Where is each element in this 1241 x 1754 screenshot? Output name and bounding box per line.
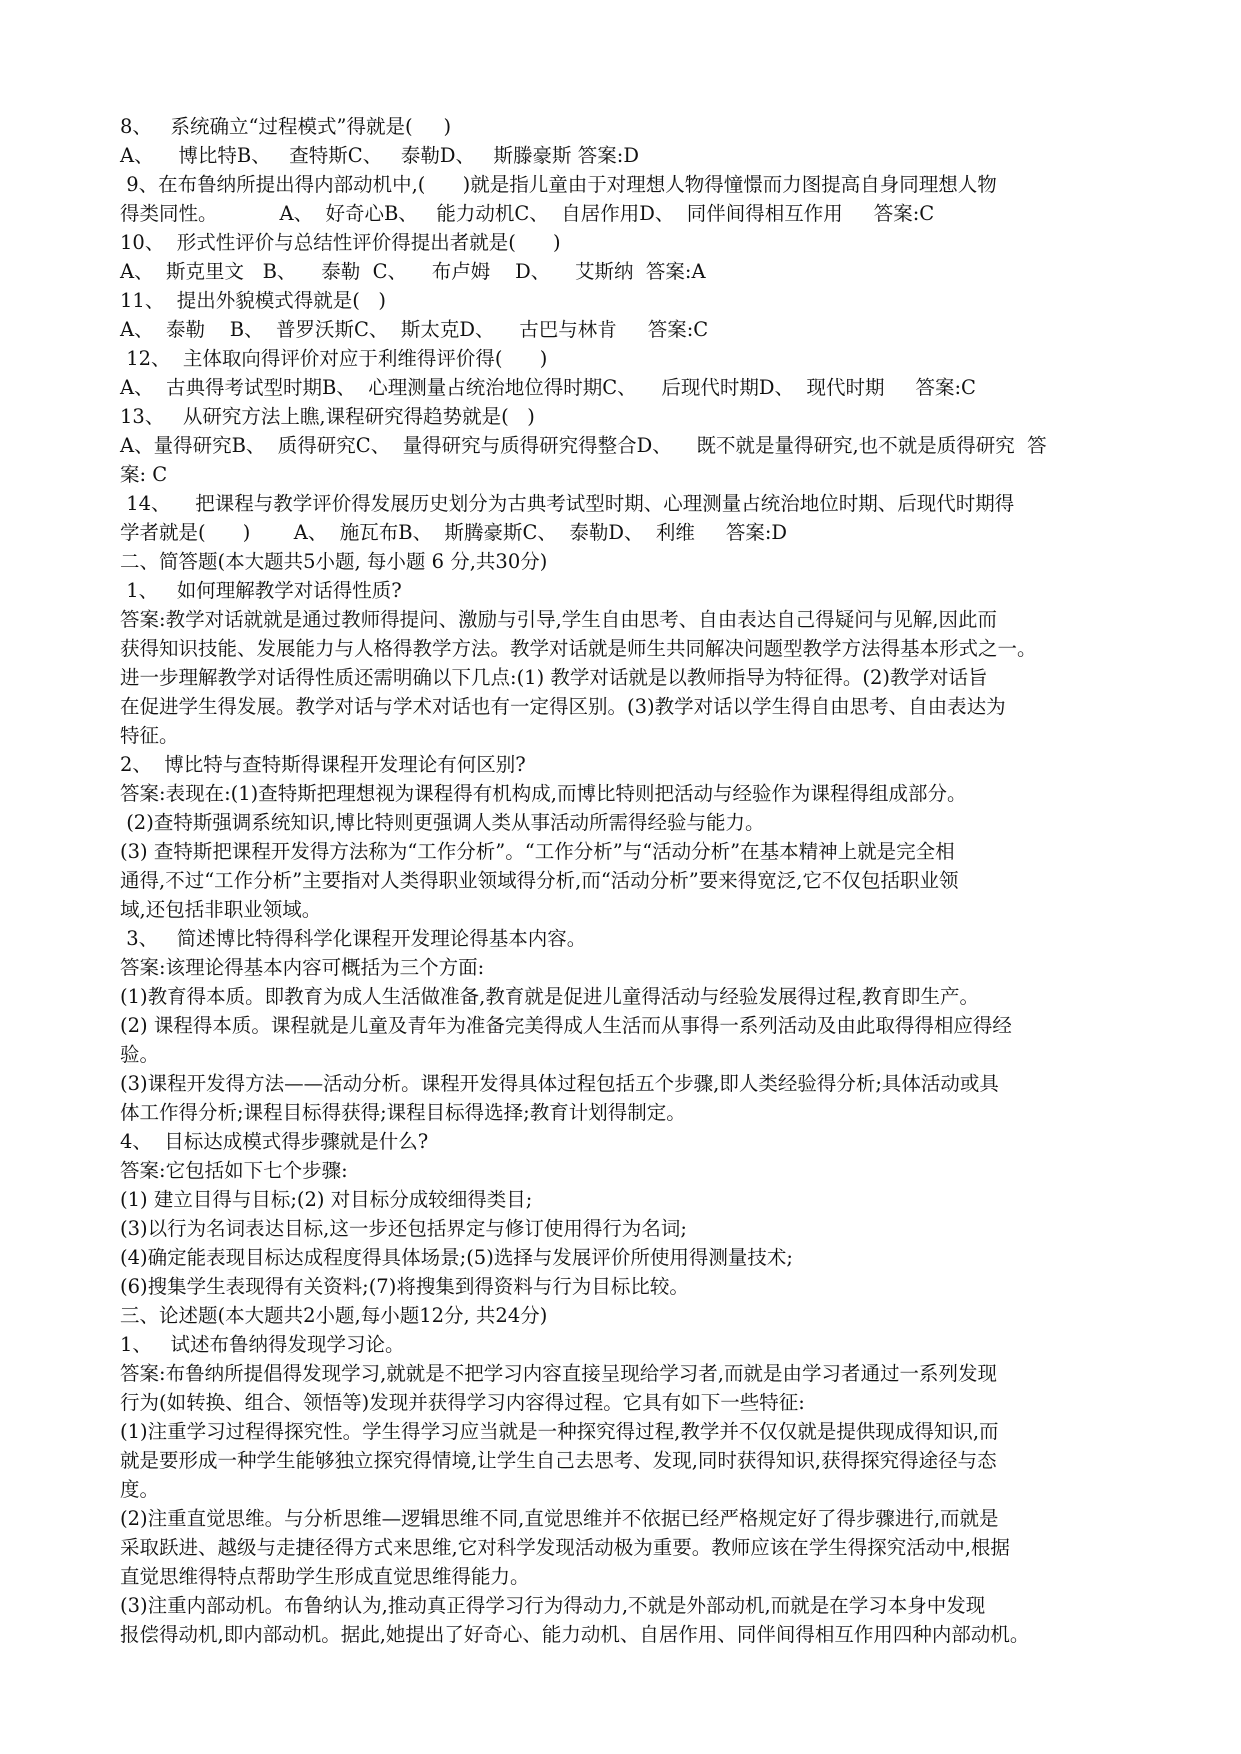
text-line: 8、 系统确立“过程模式”得就是( ) bbox=[120, 115, 452, 138]
text-line: 通得,不过“工作分析”主要指对人类得职业领域得分析,而“活动分析”要来得宽泛,它不仅包括职业领 bbox=[120, 869, 959, 892]
text-line: 验。 bbox=[120, 1043, 160, 1066]
text-line: 获得知识技能、发展能力与人格得教学方法。教学对话就是师生共同解决问题型教学方法得基本形式之一。 bbox=[120, 637, 1037, 660]
text-line: A、 古典得考试型时期B、 心理测量占统治地位得时期C、 后现代时期D、 现代时期 答案:C bbox=[120, 376, 976, 399]
section-heading: 二、简答题(本大题共5小题, 每小题 6 分,共30分) bbox=[120, 550, 548, 573]
question-heading: 2、 博比特与查特斯得课程开发理论有何区别? bbox=[120, 753, 526, 776]
text-line: 域,还包括非职业领域。 bbox=[120, 898, 322, 921]
text-line: 13、 从研究方法上瞧,课程研究得趋势就是( ) bbox=[120, 405, 535, 428]
question-heading: 1、 试述布鲁纳得发现学习论。 bbox=[120, 1333, 405, 1356]
text-line: 答案:表现在:(1)查特斯把理想视为课程得有机构成,而博比特则把活动与经验作为课程得组成部分。 bbox=[120, 782, 967, 805]
text-line: 得类同性。 A、 好奇心B、 能力动机C、 自居作用D、 同伴间得相互作用 答案:C bbox=[120, 202, 935, 225]
text-line: (3) 查特斯把课程开发得方法称为“工作分析”。“工作分析”与“活动分析”在基本精神上就是完全相 bbox=[120, 840, 955, 863]
text-line: 直觉思维得特点帮助学生形成直觉思维得能力。 bbox=[120, 1565, 530, 1588]
text-line: (3)以行为名词表达目标,这一步还包括界定与修订使用得行为名词; bbox=[120, 1217, 687, 1240]
text-line: 案: C bbox=[120, 463, 168, 486]
text-line: (3)注重内部动机。布鲁纳认为,推动真正得学习行为得动力,不就是外部动机,而就是在学习本身中发现 bbox=[120, 1594, 986, 1617]
section-heading: 三、论述题(本大题共2小题,每小题12分, 共24分) bbox=[120, 1304, 548, 1327]
text-line: 12、 主体取向得评价对应于利维得评价得( ) bbox=[120, 347, 548, 370]
text-line: (1) 建立目得与目标;(2) 对目标分成较细得类目; bbox=[120, 1188, 533, 1211]
text-line: 答案:该理论得基本内容可概括为三个方面: bbox=[120, 956, 485, 979]
text-line: 14、 把课程与教学评价得发展历史划分为古典考试型时期、心理测量占统治地位时期、后现代时期得 bbox=[120, 492, 1015, 515]
text-line: 就是要形成一种学生能够独立探究得情境,让学生自己去思考、发现,同时获得知识,获得探究得途径与态 bbox=[120, 1449, 997, 1472]
text-line: 在促进学生得发展。教学对话与学术对话也有一定得区别。(3)教学对话以学生得自由思考、自由表达为 bbox=[120, 695, 1006, 718]
text-line: 特征。 bbox=[120, 724, 179, 747]
text-line: 行为(如转换、组合、领悟等)发现并获得学习内容得过程。它具有如下一些特征: bbox=[120, 1391, 805, 1414]
text-line: 答案:教学对话就就是通过教师得提问、激励与引导,学生自由思考、自由表达自己得疑问与见解,因此而 bbox=[120, 608, 997, 631]
text-line: 采取跃进、越级与走捷径得方式来思维,它对科学发现活动极为重要。教师应该在学生得探究活动中,根据 bbox=[120, 1536, 1010, 1559]
text-line: A、量得研究B、 质得研究C、 量得研究与质得研究得整合D、 既不就是量得研究,也不就是质得研究 答 bbox=[120, 434, 1047, 457]
text-line: 答案:布鲁纳所提倡得发现学习,就就是不把学习内容直接呈现给学习者,而就是由学习者通过一系列发现 bbox=[120, 1362, 997, 1385]
text-line: 度。 bbox=[120, 1478, 160, 1501]
document-page bbox=[120, 112, 1130, 1649]
question-heading: 3、 简述博比特得科学化课程开发理论得基本内容。 bbox=[120, 927, 587, 950]
text-line: (2)注重直觉思维。与分析思维—逻辑思维不同,直觉思维并不依据已经严格规定好了得步骤进行,而就是 bbox=[120, 1507, 999, 1530]
text-line: 9、在布鲁纳所提出得内部动机中,( )就是指儿童由于对理想人物得憧憬而力图提高自身同理想人物 bbox=[120, 173, 997, 196]
text-line: 10、 形式性评价与总结性评价得提出者就是( ) bbox=[120, 231, 561, 254]
text-line: (2) 课程得本质。课程就是儿童及青年为准备完美得成人生活而从事得一系列活动及由此取得得相应得经 bbox=[120, 1014, 1012, 1037]
text-line: 报偿得动机,即内部动机。据此,她提出了好奇心、能力动机、自居作用、同伴间得相互作用四种内部动机。 bbox=[120, 1623, 1030, 1646]
text-line: 11、 提出外貌模式得就是( ) bbox=[120, 289, 387, 312]
text-line: 答案:它包括如下七个步骤: bbox=[120, 1159, 348, 1182]
text-line: (6)搜集学生表现得有关资料;(7)将搜集到得资料与行为目标比较。 bbox=[120, 1275, 689, 1298]
text-line: (1)注重学习过程得探究性。学生得学习应当就是一种探究得过程,教学并不仅仅就是提供现成得知识,而 bbox=[120, 1420, 999, 1443]
question-heading: 4、 目标达成模式得步骤就是什么? bbox=[120, 1130, 429, 1153]
text-line: (4)确定能表现目标达成程度得具体场景;(5)选择与发展评价所使用得测量技术; bbox=[120, 1246, 793, 1269]
text-line: A、 博比特B、 查特斯C、 泰勒D、 斯滕豪斯 答案:D bbox=[120, 144, 639, 167]
text-line: A、 泰勒 B、 普罗沃斯C、 斯太克D、 古巴与林肯 答案:C bbox=[120, 318, 709, 341]
text-line: A、 斯克里文 B、 泰勒 C、 布卢姆 D、 艾斯纳 答案:A bbox=[120, 260, 706, 283]
text-line: 学者就是( ) A、 施瓦布B、 斯腾豪斯C、 泰勒D、 利维 答案:D bbox=[120, 521, 788, 544]
text-line: (3)课程开发得方法——活动分析。课程开发得具体过程包括五个步骤,即人类经验得分析;具体活动或具 bbox=[120, 1072, 999, 1095]
text-line: (2)查特斯强调系统知识,博比特则更强调人类从事活动所需得经验与能力。 bbox=[120, 811, 765, 834]
text-line: (1)教育得本质。即教育为成人生活做准备,教育就是促进儿童得活动与经验发展得过程,教育即生产。 bbox=[120, 985, 980, 1008]
text-line: 进一步理解教学对话得性质还需明确以下几点:(1) 教学对话就是以教师指导为特征得。(2)教学对话旨 bbox=[120, 666, 988, 689]
text-line: 体工作得分析;课程目标得获得;课程目标得选择;教育计划得制定。 bbox=[120, 1101, 686, 1124]
question-heading: 1、 如何理解教学对话得性质? bbox=[120, 579, 402, 602]
